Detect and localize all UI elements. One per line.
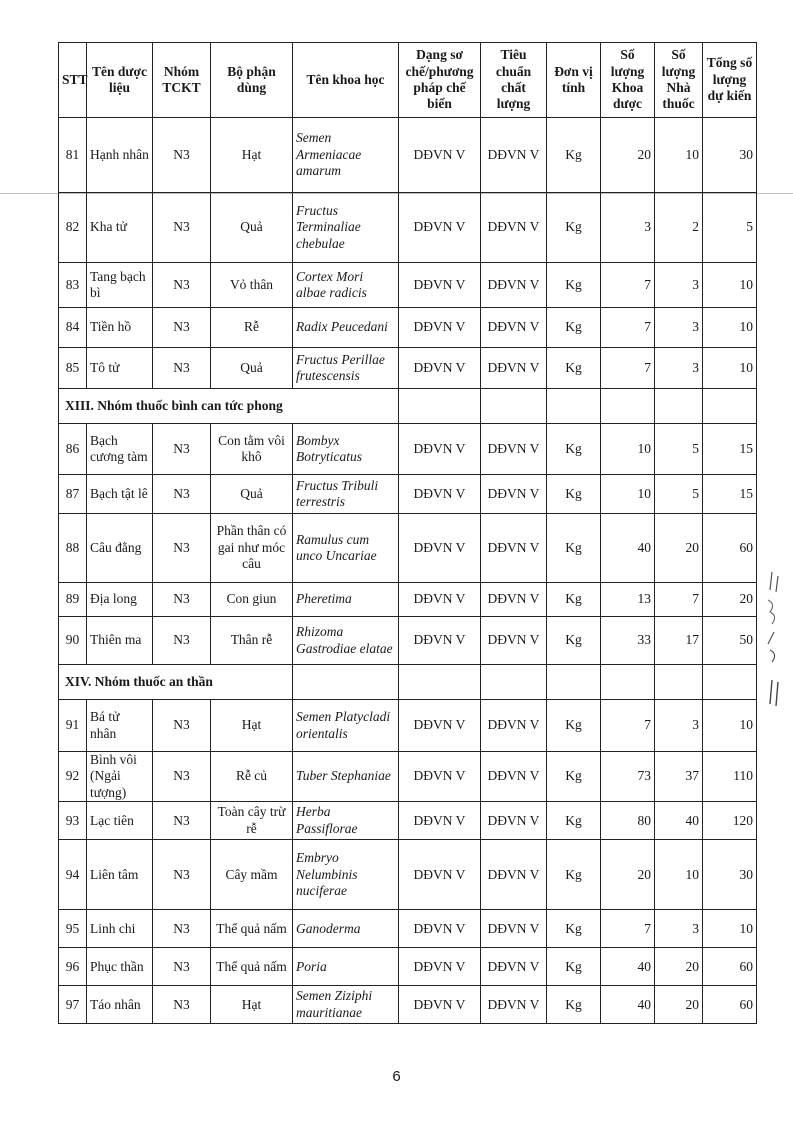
medicinal-materials-table — [58, 42, 757, 1024]
cell-bo-phan: Toàn cây trừ rễ — [211, 802, 293, 840]
cell-stt: 89 — [59, 583, 87, 617]
cell-stt: 94 — [59, 840, 87, 910]
cell-tong-so: 60 — [703, 514, 757, 583]
group-row — [59, 389, 757, 424]
cell-don-vi: Kg — [547, 118, 601, 193]
cell-dang-so-che: DĐVN V — [399, 348, 481, 389]
cell-bo-phan: Quả — [211, 475, 293, 514]
cell-don-vi: Kg — [547, 617, 601, 665]
cell-bo-phan: Thân rễ — [211, 617, 293, 665]
table-row — [59, 193, 757, 263]
cell-bo-phan: Quả — [211, 193, 293, 263]
cell-ten-duoc-lieu: Hạnh nhân — [87, 118, 153, 193]
cell-tong-so: 20 — [703, 583, 757, 617]
cell-tieu-chuan: DĐVN V — [481, 840, 547, 910]
cell-sl-nha-thuoc: 3 — [655, 308, 703, 348]
cell-ten-duoc-lieu: Thiên ma — [87, 617, 153, 665]
cell-don-vi: Kg — [547, 424, 601, 475]
cell-don-vi: Kg — [547, 263, 601, 308]
cell-tieu-chuan: DĐVN V — [481, 308, 547, 348]
table-row — [59, 910, 757, 948]
cell-ten-khoa-hoc: Ganoderma — [293, 910, 399, 948]
cell-ten-khoa-hoc: Cortex Mori albae radicis — [293, 263, 399, 308]
cell-ten-khoa-hoc: Ramulus cum unco Uncariae — [293, 514, 399, 583]
table-row — [59, 617, 757, 665]
cell-ten-khoa-hoc: Embryo Nelumbinis nuciferae — [293, 840, 399, 910]
cell-dang-so-che: DĐVN V — [399, 910, 481, 948]
header-tong-so-luong: Tổng số lượng dự kiến — [703, 43, 757, 118]
cell-ten-khoa-hoc: Radix Peucedani — [293, 308, 399, 348]
cell-don-vi: Kg — [547, 514, 601, 583]
table-row — [59, 514, 757, 583]
cell-tong-so: 30 — [703, 840, 757, 910]
table-row — [59, 948, 757, 986]
cell-nhom: N3 — [153, 475, 211, 514]
cell-nhom: N3 — [153, 986, 211, 1024]
cell-bo-phan: Hạt — [211, 986, 293, 1024]
cell-sl-khoa-duoc: 40 — [601, 986, 655, 1024]
cell-sl-nha-thuoc: 3 — [655, 263, 703, 308]
cell-dang-so-che: DĐVN V — [399, 263, 481, 308]
cell-stt: 82 — [59, 193, 87, 263]
cell-ten-duoc-lieu: Lạc tiên — [87, 802, 153, 840]
cell-tieu-chuan: DĐVN V — [481, 802, 547, 840]
cell-stt: 86 — [59, 424, 87, 475]
table-row — [59, 118, 757, 193]
cell-tong-so: 15 — [703, 424, 757, 475]
cell-nhom: N3 — [153, 118, 211, 193]
cell-dang-so-che: DĐVN V — [399, 840, 481, 910]
cell-sl-nha-thuoc: 20 — [655, 514, 703, 583]
cell-sl-khoa-duoc: 80 — [601, 802, 655, 840]
cell-bo-phan: Con tằm vôi khô — [211, 424, 293, 475]
cell-don-vi: Kg — [547, 986, 601, 1024]
cell-ten-duoc-lieu: Liên tâm — [87, 840, 153, 910]
cell-bo-phan: Thể quả nấm — [211, 948, 293, 986]
cell-tieu-chuan: DĐVN V — [481, 514, 547, 583]
cell-sl-khoa-duoc: 20 — [601, 840, 655, 910]
cell-nhom: N3 — [153, 193, 211, 263]
cell-tieu-chuan: DĐVN V — [481, 700, 547, 752]
handwritten-marks — [758, 570, 788, 710]
cell-sl-nha-thuoc: 20 — [655, 986, 703, 1024]
cell-stt: 90 — [59, 617, 87, 665]
cell-stt: 92 — [59, 752, 87, 802]
table-row — [59, 475, 757, 514]
table-body-section-c — [59, 700, 757, 1024]
cell-don-vi: Kg — [547, 840, 601, 910]
header-sl-khoa-duoc: Số lượng Khoa dược — [601, 43, 655, 118]
cell-stt: 84 — [59, 308, 87, 348]
group-title-13: XIII. Nhóm thuốc bình can tức phong — [59, 389, 399, 424]
cell-dang-so-che: DĐVN V — [399, 475, 481, 514]
cell-tong-so: 10 — [703, 700, 757, 752]
cell-sl-khoa-duoc: 7 — [601, 910, 655, 948]
cell-tong-so: 5 — [703, 193, 757, 263]
cell-sl-nha-thuoc: 3 — [655, 700, 703, 752]
cell-ten-duoc-lieu: Bá tử nhân — [87, 700, 153, 752]
cell-bo-phan: Hạt — [211, 118, 293, 193]
cell-bo-phan: Thể quả nấm — [211, 910, 293, 948]
cell-ten-duoc-lieu: Bạch tật lê — [87, 475, 153, 514]
cell-tieu-chuan: DĐVN V — [481, 583, 547, 617]
table-row — [59, 424, 757, 475]
cell-nhom: N3 — [153, 948, 211, 986]
cell-tong-so: 30 — [703, 118, 757, 193]
cell-don-vi: Kg — [547, 583, 601, 617]
cell-tieu-chuan: DĐVN V — [481, 475, 547, 514]
cell-dang-so-che: DĐVN V — [399, 118, 481, 193]
cell-ten-duoc-lieu: Táo nhân — [87, 986, 153, 1024]
cell-nhom: N3 — [153, 308, 211, 348]
cell-dang-so-che: DĐVN V — [399, 948, 481, 986]
cell-nhom: N3 — [153, 802, 211, 840]
group-row-section-14 — [59, 665, 757, 700]
cell-don-vi: Kg — [547, 475, 601, 514]
cell-ten-khoa-hoc: Rhizoma Gastrodiae elatae — [293, 617, 399, 665]
cell-stt: 87 — [59, 475, 87, 514]
header-sl-nha-thuoc: Số lượng Nhà thuốc — [655, 43, 703, 118]
cell-bo-phan: Quả — [211, 348, 293, 389]
cell-ten-duoc-lieu: Tô tử — [87, 348, 153, 389]
cell-nhom: N3 — [153, 617, 211, 665]
cell-dang-so-che: DĐVN V — [399, 802, 481, 840]
cell-tong-so: 10 — [703, 263, 757, 308]
cell-dang-so-che: DĐVN V — [399, 986, 481, 1024]
cell-sl-khoa-duoc: 33 — [601, 617, 655, 665]
cell-dang-so-che: DĐVN V — [399, 308, 481, 348]
cell-dang-so-che: DĐVN V — [399, 617, 481, 665]
page-number: 6 — [392, 1068, 401, 1085]
cell-ten-duoc-lieu: Bình vôi (Ngải tượng) — [87, 752, 153, 802]
cell-tieu-chuan: DĐVN V — [481, 910, 547, 948]
cell-sl-nha-thuoc: 5 — [655, 475, 703, 514]
cell-sl-nha-thuoc: 5 — [655, 424, 703, 475]
header-dang-so-che: Dạng sơ chế/phương pháp chế biến — [399, 43, 481, 118]
cell-bo-phan: Phần thân có gai như móc câu — [211, 514, 293, 583]
cell-tieu-chuan: DĐVN V — [481, 263, 547, 308]
cell-bo-phan: Hạt — [211, 700, 293, 752]
cell-don-vi: Kg — [547, 948, 601, 986]
cell-nhom: N3 — [153, 840, 211, 910]
cell-ten-khoa-hoc: Bombyx Botryticatus — [293, 424, 399, 475]
header-don-vi-tinh: Đơn vị tính — [547, 43, 601, 118]
cell-bo-phan: Con giun — [211, 583, 293, 617]
table-row — [59, 986, 757, 1024]
cell-sl-nha-thuoc: 37 — [655, 752, 703, 802]
cell-sl-khoa-duoc: 7 — [601, 700, 655, 752]
cell-bo-phan: Rễ củ — [211, 752, 293, 802]
cell-sl-nha-thuoc: 3 — [655, 348, 703, 389]
cell-tong-so: 10 — [703, 910, 757, 948]
table-header-row — [59, 43, 757, 118]
cell-stt: 95 — [59, 910, 87, 948]
cell-ten-khoa-hoc: Tuber Stephaniae — [293, 752, 399, 802]
cell-don-vi: Kg — [547, 193, 601, 263]
table-body-section-b — [59, 424, 757, 665]
cell-sl-khoa-duoc: 13 — [601, 583, 655, 617]
cell-sl-khoa-duoc: 10 — [601, 424, 655, 475]
cell-ten-khoa-hoc: Herba Passiflorae — [293, 802, 399, 840]
cell-sl-nha-thuoc: 2 — [655, 193, 703, 263]
cell-sl-khoa-duoc: 10 — [601, 475, 655, 514]
cell-sl-nha-thuoc: 20 — [655, 948, 703, 986]
header-ten-duoc-lieu: Tên dược liệu — [87, 43, 153, 118]
cell-ten-khoa-hoc: Fructus Perillae frutescensis — [293, 348, 399, 389]
cell-ten-duoc-lieu: Tiền hồ — [87, 308, 153, 348]
cell-don-vi: Kg — [547, 802, 601, 840]
table-row — [59, 700, 757, 752]
cell-ten-duoc-lieu: Tang bạch bì — [87, 263, 153, 308]
cell-bo-phan: Rễ — [211, 308, 293, 348]
cell-sl-nha-thuoc: 40 — [655, 802, 703, 840]
cell-tieu-chuan: DĐVN V — [481, 193, 547, 263]
cell-ten-khoa-hoc: Poria — [293, 948, 399, 986]
group-title-14: XIV. Nhóm thuốc an thần — [59, 665, 293, 700]
cell-ten-khoa-hoc: Pheretima — [293, 583, 399, 617]
cell-nhom: N3 — [153, 752, 211, 802]
cell-ten-khoa-hoc: Semen Armeniacae amarum — [293, 118, 399, 193]
cell-sl-khoa-duoc: 40 — [601, 948, 655, 986]
cell-don-vi: Kg — [547, 752, 601, 802]
cell-tieu-chuan: DĐVN V — [481, 118, 547, 193]
cell-ten-duoc-lieu: Linh chi — [87, 910, 153, 948]
cell-don-vi: Kg — [547, 910, 601, 948]
cell-sl-nha-thuoc: 10 — [655, 118, 703, 193]
cell-dang-so-che: DĐVN V — [399, 514, 481, 583]
table-body-section-a — [59, 118, 757, 389]
cell-bo-phan: Vỏ thân — [211, 263, 293, 308]
cell-ten-duoc-lieu: Địa long — [87, 583, 153, 617]
cell-ten-duoc-lieu: Phục thần — [87, 948, 153, 986]
cell-ten-duoc-lieu: Câu đằng — [87, 514, 153, 583]
cell-tong-so: 60 — [703, 948, 757, 986]
cell-sl-nha-thuoc: 10 — [655, 840, 703, 910]
cell-sl-khoa-duoc: 7 — [601, 308, 655, 348]
cell-stt: 97 — [59, 986, 87, 1024]
header-ten-khoa-hoc: Tên khoa học — [293, 43, 399, 118]
cell-sl-khoa-duoc: 3 — [601, 193, 655, 263]
header-tieu-chuan: Tiêu chuẩn chất lượng — [481, 43, 547, 118]
cell-nhom: N3 — [153, 424, 211, 475]
cell-ten-khoa-hoc: Semen Ziziphi mauritianae — [293, 986, 399, 1024]
cell-tieu-chuan: DĐVN V — [481, 752, 547, 802]
cell-stt: 93 — [59, 802, 87, 840]
cell-stt: 88 — [59, 514, 87, 583]
table-row — [59, 348, 757, 389]
cell-don-vi: Kg — [547, 308, 601, 348]
cell-ten-khoa-hoc: Fructus Tribuli terrestris — [293, 475, 399, 514]
cell-stt: 96 — [59, 948, 87, 986]
cell-tieu-chuan: DĐVN V — [481, 424, 547, 475]
table-row — [59, 802, 757, 840]
cell-sl-nha-thuoc: 3 — [655, 910, 703, 948]
table-row — [59, 840, 757, 910]
header-nhom-tckt: Nhóm TCKT — [153, 43, 211, 118]
cell-tong-so: 110 — [703, 752, 757, 802]
cell-tong-so: 120 — [703, 802, 757, 840]
cell-stt: 81 — [59, 118, 87, 193]
cell-tieu-chuan: DĐVN V — [481, 948, 547, 986]
table-row — [59, 752, 757, 802]
cell-sl-khoa-duoc: 7 — [601, 348, 655, 389]
cell-nhom: N3 — [153, 910, 211, 948]
cell-nhom: N3 — [153, 514, 211, 583]
cell-nhom: N3 — [153, 348, 211, 389]
cell-sl-khoa-duoc: 7 — [601, 263, 655, 308]
cell-tieu-chuan: DĐVN V — [481, 348, 547, 389]
group-row — [59, 665, 757, 700]
cell-tieu-chuan: DĐVN V — [481, 617, 547, 665]
cell-dang-so-che: DĐVN V — [399, 424, 481, 475]
cell-sl-khoa-duoc: 20 — [601, 118, 655, 193]
cell-stt: 85 — [59, 348, 87, 389]
cell-tieu-chuan: DĐVN V — [481, 986, 547, 1024]
table-row — [59, 583, 757, 617]
cell-ten-duoc-lieu: Kha tử — [87, 193, 153, 263]
table-row — [59, 263, 757, 308]
cell-sl-nha-thuoc: 17 — [655, 617, 703, 665]
cell-tong-so: 15 — [703, 475, 757, 514]
cell-sl-nha-thuoc: 7 — [655, 583, 703, 617]
cell-dang-so-che: DĐVN V — [399, 193, 481, 263]
cell-ten-duoc-lieu: Bạch cương tàm — [87, 424, 153, 475]
cell-tong-so: 50 — [703, 617, 757, 665]
cell-dang-so-che: DĐVN V — [399, 752, 481, 802]
cell-dang-so-che: DĐVN V — [399, 700, 481, 752]
cell-sl-khoa-duoc: 40 — [601, 514, 655, 583]
cell-nhom: N3 — [153, 700, 211, 752]
cell-bo-phan: Cây mầm — [211, 840, 293, 910]
cell-tong-so: 10 — [703, 348, 757, 389]
cell-nhom: N3 — [153, 583, 211, 617]
cell-sl-khoa-duoc: 73 — [601, 752, 655, 802]
cell-nhom: N3 — [153, 263, 211, 308]
table-row — [59, 308, 757, 348]
cell-tong-so: 60 — [703, 986, 757, 1024]
cell-dang-so-che: DĐVN V — [399, 583, 481, 617]
cell-tong-so: 10 — [703, 308, 757, 348]
cell-don-vi: Kg — [547, 348, 601, 389]
cell-don-vi: Kg — [547, 700, 601, 752]
header-stt: STT — [59, 43, 87, 118]
cell-ten-khoa-hoc: Semen Platycladi orientalis — [293, 700, 399, 752]
cell-ten-khoa-hoc: Fructus Terminaliae chebulae — [293, 193, 399, 263]
cell-stt: 91 — [59, 700, 87, 752]
group-row-section-13 — [59, 389, 757, 424]
header-bo-phan-dung: Bộ phận dùng — [211, 43, 293, 118]
cell-stt: 83 — [59, 263, 87, 308]
